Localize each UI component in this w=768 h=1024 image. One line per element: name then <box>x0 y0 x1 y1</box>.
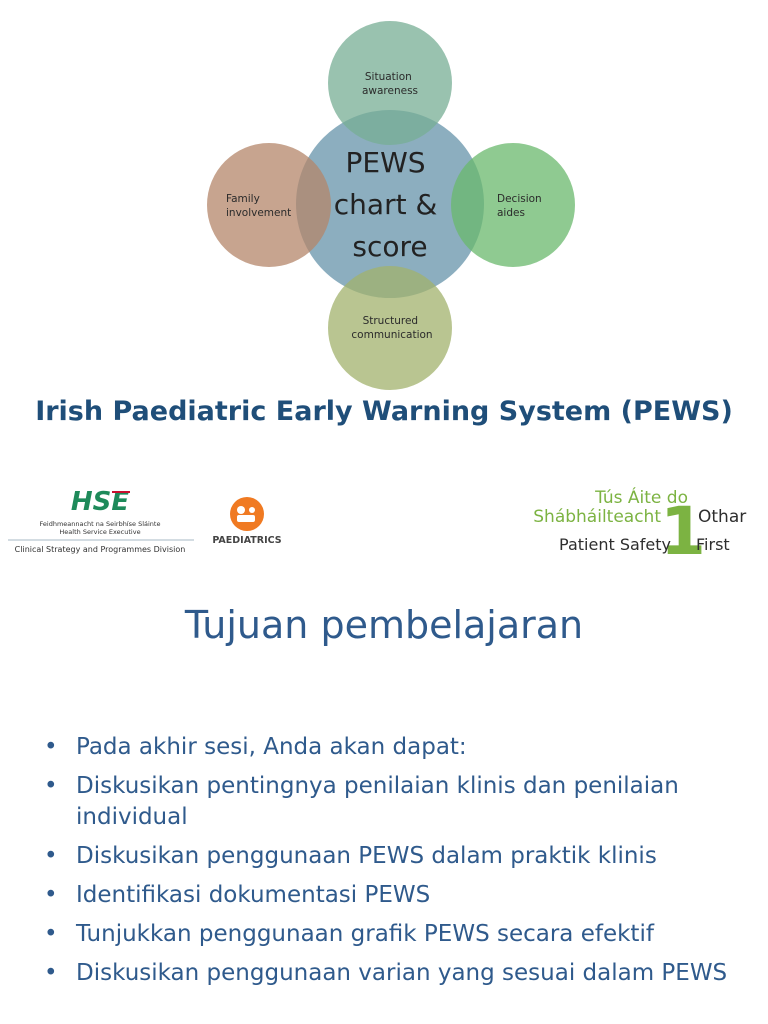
list-item <box>44 958 744 989</box>
decision-aides-label: Decision aides <box>497 193 542 219</box>
list-item-text: Diskusikan pentingnya penilaian klinis dan penilaian individual <box>76 773 679 830</box>
psf-irish-line2-end: Othar <box>698 507 747 527</box>
paediatrics-label: PAEDIATRICS <box>212 535 282 546</box>
structured-communication-circle <box>328 266 452 390</box>
psf-irish-line1: Tús Áite do <box>595 488 688 508</box>
bullet-icon: • <box>44 921 58 947</box>
psf-english-line: Patient Safety <box>559 535 671 554</box>
psf-number-one-icon: 1 <box>660 493 706 564</box>
hse-mark-icon: HSE <box>70 487 130 517</box>
list-item <box>44 732 744 763</box>
list-item-text: Identifikasi dokumentasi PEWS <box>76 882 431 908</box>
list-item <box>44 919 744 950</box>
list-item-text: Pada akhir sesi, Anda akan dapat: <box>76 734 467 760</box>
bullet-icon: • <box>44 734 58 760</box>
bullet-icon: • <box>44 843 58 869</box>
family-involvement-circle <box>207 143 331 267</box>
hse-logo <box>8 484 194 556</box>
bullet-icon: • <box>44 882 58 908</box>
patient-safety-first-logo <box>516 484 760 564</box>
paediatrics-icon <box>230 497 264 531</box>
family-involvement-label: Family involvement <box>226 193 292 219</box>
psf-irish-line2: Shábháilteacht <box>533 507 661 527</box>
structured-communication-label: Structured communication <box>351 315 433 341</box>
list-item <box>44 841 744 872</box>
situation-awareness-label: Situation awareness <box>361 71 419 97</box>
paediatrics-logo <box>204 496 290 548</box>
pews-center-label: PEWS chart & score <box>333 146 438 263</box>
page-title: Irish Paediatric Early Warning System (PEWS) <box>35 396 733 427</box>
list-item-text: Tunjukkan penggunaan grafik PEWS secara efektif <box>76 921 654 947</box>
learning-objectives-list <box>44 732 744 997</box>
list-item-text: Diskusikan penggunaan varian yang sesuai dalam PEWS <box>76 960 728 986</box>
bullet-icon: • <box>44 960 58 986</box>
psf-english-line-end: First <box>696 535 730 554</box>
hse-irish-name: Feidhmeannacht na Seirbhíse Sláinte <box>39 520 161 528</box>
pews-diagram <box>200 18 580 394</box>
situation-awareness-circle <box>328 21 452 145</box>
list-item <box>44 880 744 911</box>
section-heading: Tujuan pembelajaran <box>184 603 584 647</box>
hse-division: Clinical Strategy and Programmes Division <box>14 545 186 554</box>
list-item <box>44 771 744 833</box>
bullet-icon: • <box>44 773 58 799</box>
decision-aides-circle <box>451 143 575 267</box>
list-item-text: Diskusikan penggunaan PEWS dalam praktik klinis <box>76 843 657 869</box>
hse-english-name: Health Service Executive <box>59 528 141 536</box>
